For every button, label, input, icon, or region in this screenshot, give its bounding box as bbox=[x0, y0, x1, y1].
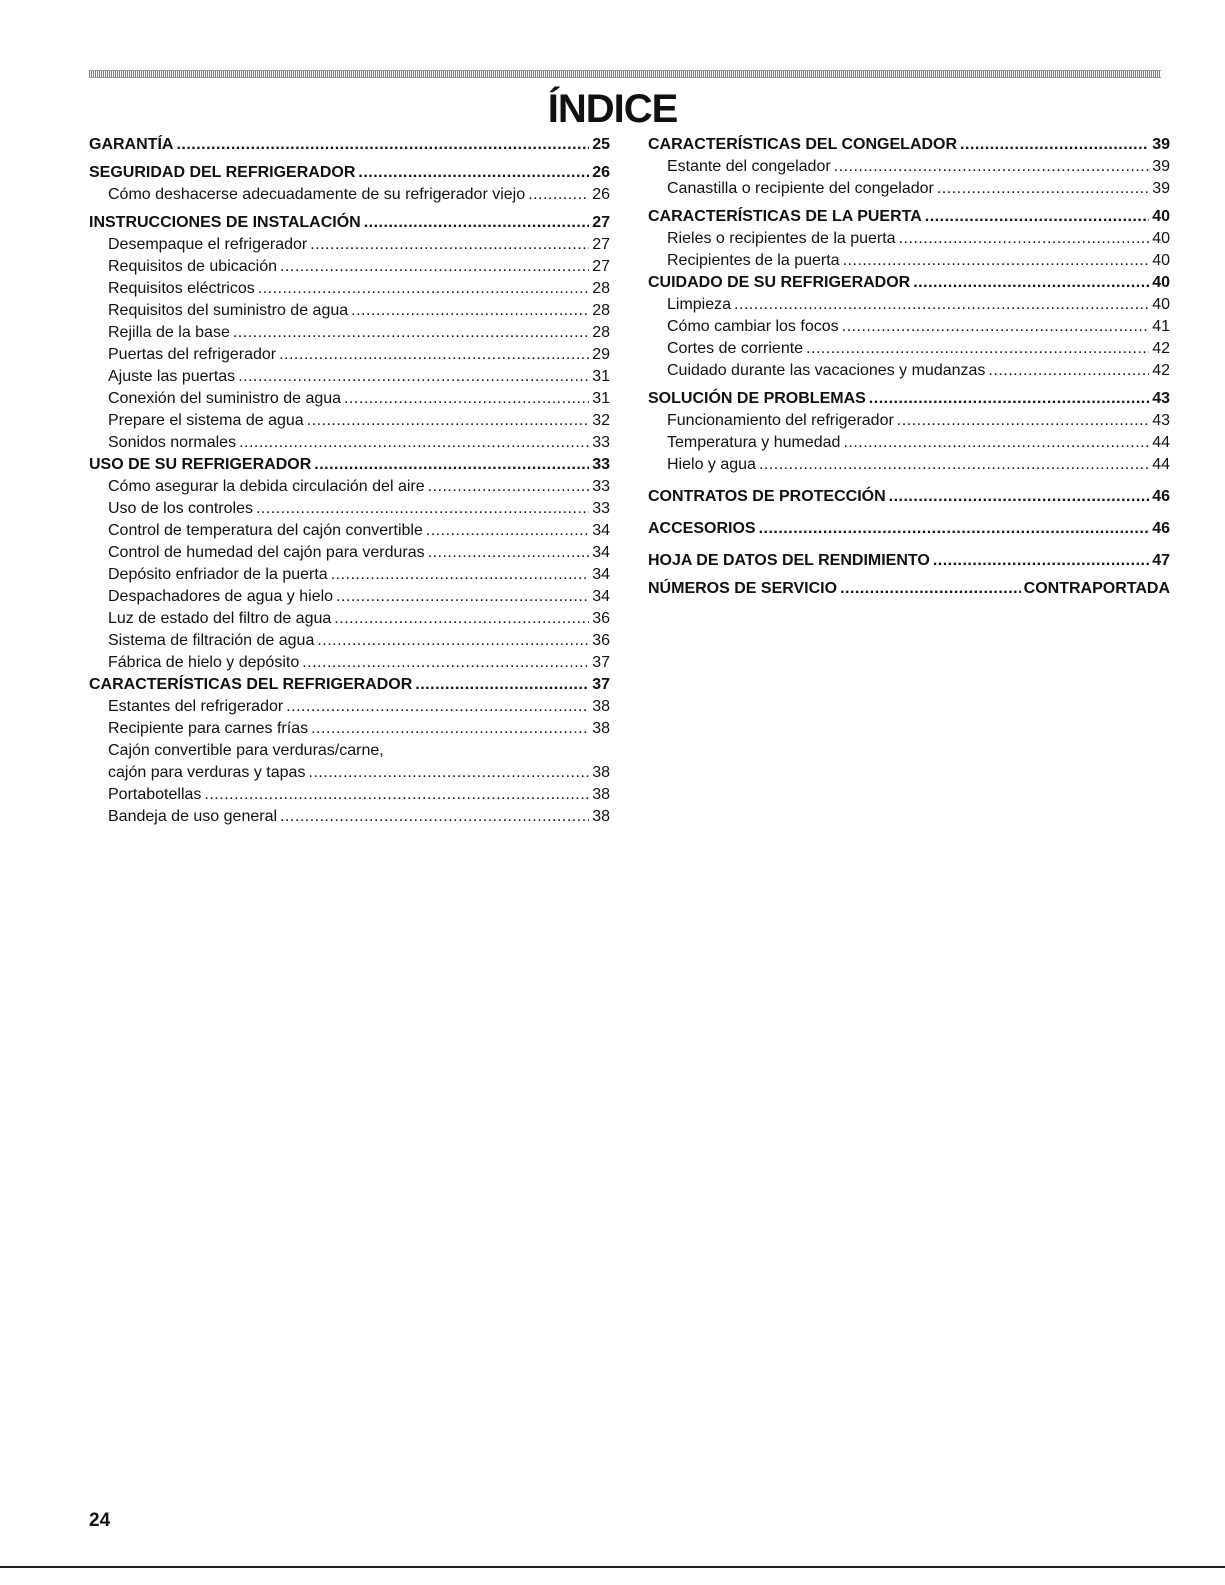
toc-entry-title: CONTRATOS DE PROTECCIÓN bbox=[648, 488, 886, 505]
toc-entry-title: Requisitos del suministro de agua bbox=[108, 302, 349, 319]
leader-dots bbox=[238, 366, 589, 388]
toc-entry-page: 26 bbox=[592, 164, 610, 181]
toc-entry-title: Ajuste las puertas bbox=[108, 368, 236, 385]
toc-entry-title: Estante del congelador bbox=[667, 158, 831, 175]
toc-entry-page: 37 bbox=[592, 676, 610, 693]
toc-entry-title: Funcionamiento del refrigerador bbox=[667, 412, 894, 429]
leader-dots bbox=[415, 674, 589, 696]
toc-subentry[interactable] bbox=[89, 652, 610, 674]
toc-subentry[interactable] bbox=[648, 294, 1170, 316]
toc-entry-page: 31 bbox=[592, 368, 610, 385]
toc-subentry[interactable] bbox=[89, 586, 610, 608]
leader-dots bbox=[759, 518, 1150, 540]
toc-entry-title: SEGURIDAD DEL REFRIGERADOR bbox=[89, 164, 356, 181]
toc-subentry[interactable] bbox=[648, 360, 1170, 382]
bottom-rule bbox=[0, 1566, 1225, 1568]
toc-entry-title: Uso de los controles bbox=[108, 500, 253, 517]
leader-dots bbox=[364, 212, 589, 234]
leader-dots bbox=[204, 784, 589, 806]
toc-entry-title: CARACTERÍSTICAS DE LA PUERTA bbox=[648, 208, 922, 225]
toc-section-entry[interactable] bbox=[648, 388, 1170, 410]
leader-dots bbox=[331, 564, 590, 586]
toc-subentry[interactable] bbox=[648, 316, 1170, 338]
toc-entry-page: 27 bbox=[592, 236, 610, 253]
leader-dots bbox=[834, 156, 1150, 178]
toc-entry-page: 39 bbox=[1152, 180, 1170, 197]
leader-dots bbox=[925, 206, 1149, 228]
toc-entry-title: Requisitos de ubicación bbox=[108, 258, 277, 275]
toc-entry-page: 28 bbox=[592, 324, 610, 341]
leader-dots bbox=[869, 388, 1149, 410]
toc-entry-page: 38 bbox=[592, 786, 610, 803]
toc-right-column bbox=[648, 134, 1170, 600]
toc-subentry[interactable] bbox=[89, 300, 610, 322]
toc-subentry[interactable] bbox=[89, 256, 610, 278]
leader-dots bbox=[426, 520, 589, 542]
toc-entry-page: 40 bbox=[1152, 296, 1170, 313]
leader-dots bbox=[899, 228, 1150, 250]
toc-entry-page: 46 bbox=[1152, 520, 1170, 537]
toc-section-entry[interactable] bbox=[648, 486, 1170, 508]
leader-dots bbox=[336, 586, 589, 608]
leader-dots bbox=[806, 338, 1149, 360]
toc-subentry[interactable] bbox=[89, 278, 610, 300]
toc-entry-page: 43 bbox=[1152, 412, 1170, 429]
leader-dots bbox=[308, 762, 589, 784]
toc-entry-page: 39 bbox=[1152, 158, 1170, 175]
toc-entry-title: CARACTERÍSTICAS DEL CONGELADOR bbox=[648, 136, 958, 153]
leader-dots bbox=[334, 608, 589, 630]
toc-subentry[interactable] bbox=[89, 322, 610, 344]
toc-entry-title: Estantes del refrigerador bbox=[108, 698, 284, 715]
toc-entry-title: SOLUCIÓN DE PROBLEMAS bbox=[648, 390, 866, 407]
toc-entry-title: Cuidado durante las vacaciones y mudanzas bbox=[667, 362, 986, 379]
toc-entry-page: 42 bbox=[1152, 362, 1170, 379]
leader-dots bbox=[310, 234, 589, 256]
toc-entry-page: 47 bbox=[1152, 552, 1170, 569]
toc-entry-title: GARANTÍA bbox=[89, 136, 174, 153]
leader-dots bbox=[256, 498, 589, 520]
toc-entry-title: cajón para verduras y tapas bbox=[108, 764, 306, 781]
toc-subentry-first-line[interactable]: Cajón convertible para verduras/carne, bbox=[108, 742, 384, 759]
leader-dots bbox=[933, 550, 1149, 572]
toc-entry-page: 39 bbox=[1152, 136, 1170, 153]
toc-entry-title: Luz de estado del filtro de agua bbox=[108, 610, 332, 627]
toc-entry-page: 40 bbox=[1152, 208, 1170, 225]
toc-entry-page: 41 bbox=[1152, 318, 1170, 335]
leader-dots bbox=[428, 476, 590, 498]
toc-section-entry[interactable] bbox=[648, 550, 1170, 572]
leader-dots bbox=[280, 256, 589, 278]
toc-subentry[interactable] bbox=[648, 228, 1170, 250]
toc-entry-page: 33 bbox=[592, 434, 610, 451]
top-decorative-rule bbox=[89, 70, 1161, 78]
toc-entry-title: Requisitos eléctricos bbox=[108, 280, 255, 297]
toc-entry-title: Desempaque el refrigerador bbox=[108, 236, 308, 253]
toc-entry-title: Cortes de corriente bbox=[667, 340, 804, 357]
toc-entry-page: 40 bbox=[1152, 230, 1170, 247]
toc-subentry[interactable] bbox=[89, 366, 610, 388]
leader-dots bbox=[233, 322, 589, 344]
toc-entry-page: 33 bbox=[592, 500, 610, 517]
toc-subentry[interactable] bbox=[89, 806, 610, 828]
toc-subentry[interactable] bbox=[89, 476, 610, 498]
toc-subentry[interactable] bbox=[89, 344, 610, 366]
leader-dots bbox=[428, 542, 590, 564]
toc-left-column bbox=[89, 134, 610, 828]
leader-dots bbox=[913, 272, 1149, 294]
toc-entry-title: HOJA DE DATOS DEL RENDIMIENTO bbox=[648, 552, 930, 569]
toc-entry-title: Despachadores de agua y hielo bbox=[108, 588, 334, 605]
leader-dots bbox=[239, 432, 589, 454]
toc-entry-page: 34 bbox=[592, 522, 610, 539]
toc-entry-title: Hielo y agua bbox=[667, 456, 756, 473]
toc-section-entry[interactable] bbox=[89, 674, 610, 696]
toc-entry-title: USO DE SU REFRIGERADOR bbox=[89, 456, 312, 473]
toc-entry-title: Bandeja de uso general bbox=[108, 808, 278, 825]
toc-entry-page: 29 bbox=[592, 346, 610, 363]
toc-entry-page: 42 bbox=[1152, 340, 1170, 357]
leader-dots bbox=[842, 316, 1150, 338]
toc-entry-title: Puertas del refrigerador bbox=[108, 346, 277, 363]
toc-subentry[interactable] bbox=[89, 630, 610, 652]
toc-subentry[interactable] bbox=[89, 762, 610, 784]
toc-section-entry[interactable] bbox=[648, 206, 1170, 228]
toc-entry-title: Temperatura y humedad bbox=[667, 434, 841, 451]
toc-entry-title: Limpieza bbox=[667, 296, 732, 313]
toc-subentry[interactable] bbox=[648, 454, 1170, 476]
leader-dots bbox=[937, 178, 1149, 200]
toc-entry-page: 44 bbox=[1152, 434, 1170, 451]
toc-subentry[interactable] bbox=[648, 432, 1170, 454]
leader-dots bbox=[311, 718, 589, 740]
toc-entry-page: 26 bbox=[592, 186, 610, 203]
leader-dots bbox=[528, 184, 589, 206]
toc-subentry[interactable] bbox=[89, 718, 610, 740]
leader-dots bbox=[843, 250, 1150, 272]
leader-dots bbox=[960, 134, 1149, 156]
toc-entry-page: 34 bbox=[592, 588, 610, 605]
toc-entry-page: 36 bbox=[592, 632, 610, 649]
toc-subentry[interactable] bbox=[89, 184, 610, 206]
toc-entry-title: CARACTERÍSTICAS DEL REFRIGERADOR bbox=[89, 676, 413, 693]
toc-entry-title: ACCESORIOS bbox=[648, 520, 756, 537]
toc-entry-page: 40 bbox=[1152, 252, 1170, 269]
toc-entry-page: 38 bbox=[592, 698, 610, 715]
leader-dots bbox=[889, 486, 1150, 508]
toc-entry-page: 36 bbox=[592, 610, 610, 627]
toc-entry-page: 40 bbox=[1152, 274, 1170, 291]
leader-dots bbox=[176, 134, 589, 156]
toc-entry-title: NÚMEROS DE SERVICIO bbox=[648, 580, 838, 597]
leader-dots bbox=[286, 696, 589, 718]
toc-entry-page: 38 bbox=[592, 764, 610, 781]
leader-dots bbox=[897, 410, 1149, 432]
toc-entry-page: 37 bbox=[592, 654, 610, 671]
page-number: 24 bbox=[89, 1510, 111, 1531]
leader-dots bbox=[280, 806, 589, 828]
toc-subentry[interactable] bbox=[648, 178, 1170, 200]
leader-dots bbox=[759, 454, 1149, 476]
toc-entry-title: Sonidos normales bbox=[108, 434, 237, 451]
leader-dots bbox=[988, 360, 1149, 382]
toc-entry-page: 43 bbox=[1152, 390, 1170, 407]
toc-entry-page: 28 bbox=[592, 302, 610, 319]
toc-section-entry[interactable] bbox=[648, 134, 1170, 156]
toc-entry-title: Prepare el sistema de agua bbox=[108, 412, 304, 429]
leader-dots bbox=[840, 578, 1021, 600]
page-title: ÍNDICE bbox=[547, 87, 678, 131]
leader-dots bbox=[302, 652, 589, 674]
toc-entry-page: CONTRAPORTADA bbox=[1023, 580, 1170, 597]
toc-entry-page: 46 bbox=[1152, 488, 1170, 505]
toc-subentry[interactable] bbox=[89, 542, 610, 564]
leader-dots bbox=[358, 162, 589, 184]
leader-dots bbox=[843, 432, 1149, 454]
toc-entry-page: 33 bbox=[592, 478, 610, 495]
toc-subentry[interactable] bbox=[89, 432, 610, 454]
toc-section-entry[interactable] bbox=[89, 134, 610, 156]
toc-entry-page: 38 bbox=[592, 808, 610, 825]
toc-subentry[interactable] bbox=[89, 564, 610, 586]
toc-entry-title: CUIDADO DE SU REFRIGERADOR bbox=[648, 274, 911, 291]
toc-entry-title: INSTRUCCIONES DE INSTALACIÓN bbox=[89, 214, 361, 231]
toc-entry-title: Fábrica de hielo y depósito bbox=[108, 654, 300, 671]
leader-dots bbox=[307, 410, 590, 432]
leader-dots bbox=[258, 278, 589, 300]
toc-entry-page: 31 bbox=[592, 390, 610, 407]
leader-dots bbox=[344, 388, 589, 410]
toc-entry-title: Canastilla o recipiente del congelador bbox=[667, 180, 934, 197]
toc-entry-title: Portabotellas bbox=[108, 786, 202, 803]
toc-section-entry[interactable] bbox=[648, 518, 1170, 540]
toc-entry-title: Cómo deshacerse adecuadamente de su refrigerador viejo bbox=[108, 186, 526, 203]
toc-entry-title: Rieles o recipientes de la puerta bbox=[667, 230, 896, 247]
toc-subentry[interactable] bbox=[648, 250, 1170, 272]
toc-subentry[interactable] bbox=[89, 498, 610, 520]
toc-entry-page: 33 bbox=[592, 456, 610, 473]
toc-subentry[interactable] bbox=[89, 410, 610, 432]
toc-entry-page: 34 bbox=[592, 544, 610, 561]
toc-section-entry[interactable] bbox=[89, 454, 610, 476]
toc-entry-page: 25 bbox=[592, 136, 610, 153]
toc-section-entry[interactable] bbox=[648, 578, 1170, 600]
leader-dots bbox=[314, 454, 589, 476]
toc-section-entry[interactable] bbox=[648, 272, 1170, 294]
toc-subentry[interactable] bbox=[89, 234, 610, 256]
leader-dots bbox=[734, 294, 1149, 316]
toc-entry-title: Control de temperatura del cajón convertible bbox=[108, 522, 423, 539]
toc-section-entry[interactable] bbox=[89, 162, 610, 184]
toc-subentry[interactable] bbox=[89, 608, 610, 630]
toc-entry-page: 27 bbox=[592, 258, 610, 275]
leader-dots bbox=[351, 300, 589, 322]
toc-entry-title: Conexión del suministro de agua bbox=[108, 390, 342, 407]
toc-subentry[interactable] bbox=[648, 338, 1170, 360]
toc-subentry[interactable] bbox=[648, 156, 1170, 178]
toc-entry-page: 32 bbox=[592, 412, 610, 429]
toc-section-entry[interactable] bbox=[89, 212, 610, 234]
toc-entry-title: Control de humedad del cajón para verduras bbox=[108, 544, 425, 561]
toc-subentry[interactable] bbox=[648, 410, 1170, 432]
leader-dots bbox=[317, 630, 589, 652]
toc-entry-page: 27 bbox=[592, 214, 610, 231]
toc-subentry[interactable] bbox=[89, 696, 610, 718]
toc-entry-title: Sistema de filtración de agua bbox=[108, 632, 315, 649]
toc-entry-title: Cómo asegurar la debida circulación del aire bbox=[108, 478, 425, 495]
toc-entry-title: Depósito enfriador de la puerta bbox=[108, 566, 328, 583]
toc-entry-title: Recipientes de la puerta bbox=[667, 252, 840, 269]
toc-entry-page: 38 bbox=[592, 720, 610, 737]
toc-entry-page: 34 bbox=[592, 566, 610, 583]
toc-entry-page: 44 bbox=[1152, 456, 1170, 473]
toc-subentry[interactable] bbox=[89, 520, 610, 542]
leader-dots bbox=[279, 344, 589, 366]
toc-entry-title: Rejilla de la base bbox=[108, 324, 230, 341]
toc-entry-title: Recipiente para carnes frías bbox=[108, 720, 309, 737]
toc-entry-page: 28 bbox=[592, 280, 610, 297]
toc-subentry[interactable] bbox=[89, 388, 610, 410]
toc-subentry[interactable] bbox=[89, 784, 610, 806]
toc-entry-title: Cómo cambiar los focos bbox=[667, 318, 839, 335]
